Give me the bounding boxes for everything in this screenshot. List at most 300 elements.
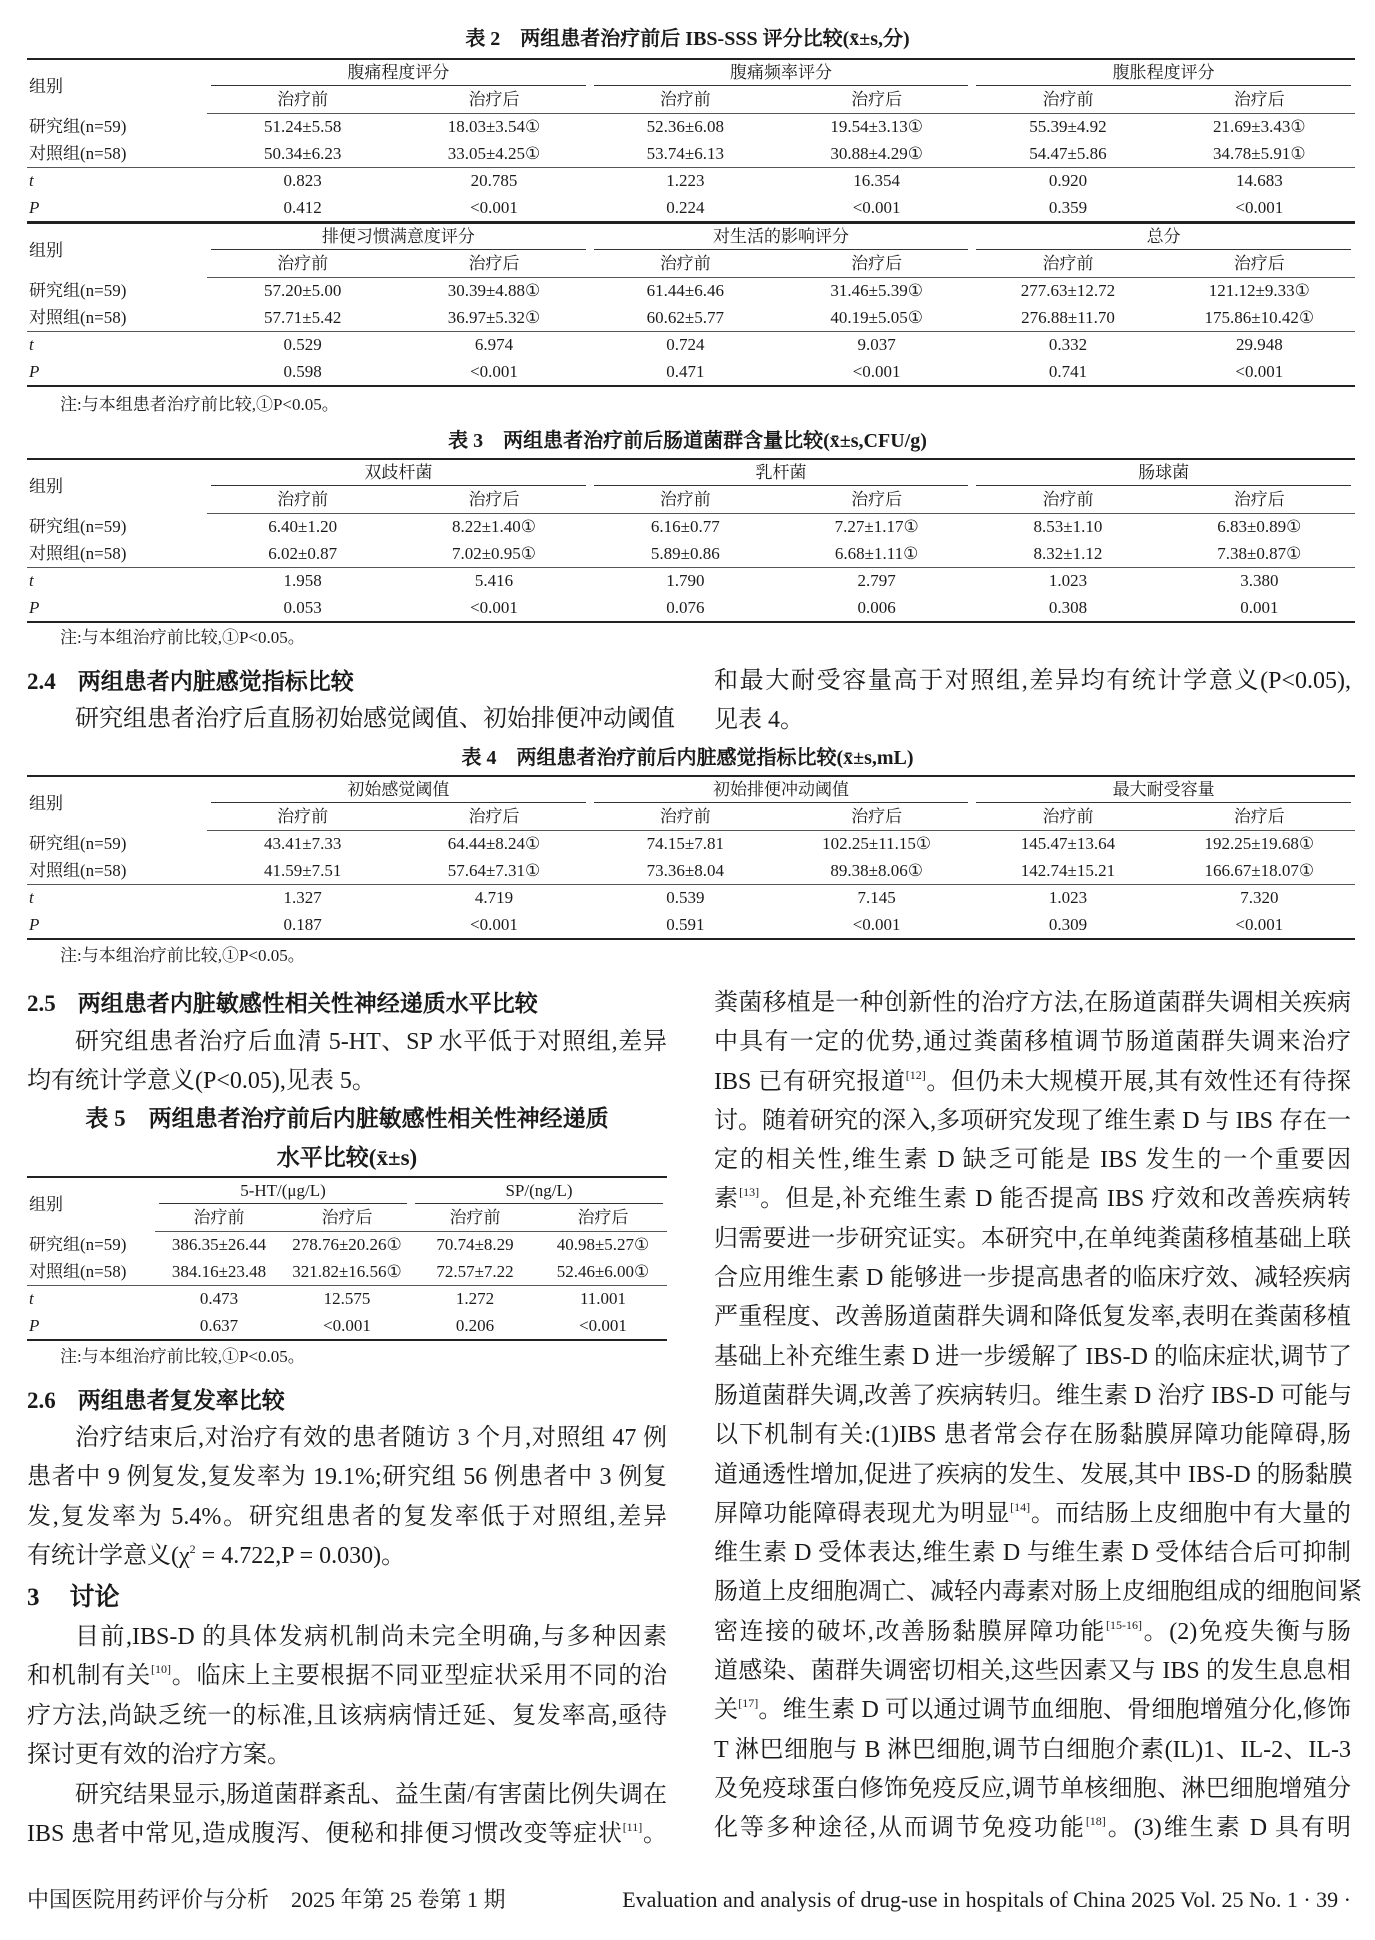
row-label: 研究组(n=59) <box>29 281 127 300</box>
table-cell: 0.006 <box>857 597 896 617</box>
table-cell: 142.74±15.21 <box>1020 860 1116 880</box>
column-subheader: 治疗前 <box>590 87 781 114</box>
row-label: 研究组(n=59) <box>29 1235 127 1254</box>
group-column-header: 组别 <box>29 1194 63 1214</box>
column-subheader: 治疗前 <box>590 804 781 831</box>
table-cell: 54.47±5.86 <box>1029 143 1107 163</box>
section-number: 2.5 <box>27 991 56 1016</box>
column-group-header <box>207 59 590 87</box>
text-line: 研究组患者治疗后血清 5-HT、SP 水平低于对照组,差异 <box>75 1029 667 1055</box>
table-cell: <0.001 <box>579 1315 627 1335</box>
table-cell: 52.36±6.08 <box>646 117 724 137</box>
table-cell: 30.88±4.29① <box>830 143 923 163</box>
column-subheader: 治疗前 <box>207 487 398 514</box>
table-cell: 1.790 <box>590 568 781 595</box>
section-2-4-heading <box>27 662 354 701</box>
column-group-header <box>590 59 973 87</box>
group-column-header: 组别 <box>29 240 63 260</box>
section-2-6-paragraph <box>27 1419 667 1576</box>
table-note: 注:与本组治疗前比较,①P<0.05。 <box>60 1347 305 1366</box>
table-cell: 6.974 <box>398 332 589 359</box>
text-line: 研究结果显示,肠道菌群紊乱、益生菌/有害菌比例失调在 <box>75 1782 667 1808</box>
table-cell: 0.471 <box>666 361 705 381</box>
table-row <box>27 1259 667 1286</box>
table-cell: <0.001 <box>1235 197 1284 217</box>
row-label: 研究组(n=59) <box>29 834 127 853</box>
table-cell: 0.224 <box>666 197 705 217</box>
table-cell: 1.223 <box>590 168 781 195</box>
column-group-header <box>590 776 973 804</box>
column-group-header <box>972 59 1355 87</box>
table-row <box>27 885 1355 912</box>
table-cell: 0.591 <box>666 914 705 934</box>
row-label: 对照组(n=58) <box>29 307 127 327</box>
table-row <box>27 1286 667 1313</box>
text-line: 探讨更有效的治疗方案。 <box>27 1741 291 1768</box>
column-group-label: 5-HT/(μg/L) <box>159 1179 407 1204</box>
table-cell: 57.64±7.31① <box>447 860 541 880</box>
table-cell: 0.724 <box>590 332 781 359</box>
text-line: 严重程度、改善肠道菌群失调和降低复发率,表明在粪菌移植 <box>714 1304 1351 1331</box>
table-cell: 6.83±0.89① <box>1217 517 1302 537</box>
data-table-block <box>27 775 1355 940</box>
row-label: t <box>27 1286 155 1313</box>
table-cell: 102.25±11.15① <box>822 834 932 854</box>
citation: [18] <box>1085 1814 1106 1829</box>
section-number: 2.4 <box>27 669 56 694</box>
text-line: 及免疫球蛋白修饰免疫反应,调节单核细胞、淋巴细胞增殖分 <box>714 1775 1351 1802</box>
column-group-label: 腹痛程度评分 <box>211 61 586 86</box>
table-cell: <0.001 <box>852 361 901 381</box>
table-cell: 5.416 <box>398 568 589 595</box>
table-cell: 43.41±7.33 <box>263 834 342 854</box>
table-cell: 0.637 <box>199 1315 239 1335</box>
text-line: 发,复发率为 5.4%。研究组患者的复发率低于对照组,差异 <box>27 1503 667 1530</box>
text-line: 肠道上皮细胞凋亡、减轻内毒素对肠上皮细胞组成的细胞间紧 <box>714 1579 1362 1606</box>
table-cell: 40.98±5.27① <box>556 1235 650 1255</box>
section-2-5-heading <box>27 984 538 1023</box>
table-cell: 0.053 <box>283 597 322 617</box>
column-subheader: 治疗前 <box>207 87 398 114</box>
table-header <box>27 459 1355 514</box>
table-cell: 51.24±5.58 <box>263 117 342 137</box>
table-header <box>27 1177 667 1232</box>
table-cell: 3.380 <box>1164 568 1355 595</box>
column-group-header <box>411 1177 667 1205</box>
table-body <box>27 831 1355 940</box>
text-line: 见表 4。 <box>714 707 804 734</box>
row-label: 对照组(n=58) <box>29 860 127 880</box>
footer-journal-cn: 中国医院用药评价与分析 2025 年第 25 卷第 1 期 <box>27 1887 506 1912</box>
table-cell: <0.001 <box>1235 361 1284 381</box>
column-subheader: 治疗前 <box>207 804 398 831</box>
text-line: 以下机制有关:(1)IBS 患者常会存在肠黏膜屏障功能障碍,肠 <box>714 1422 1351 1449</box>
section-title: 两组患者内脏敏感性相关性神经递质水平比较 <box>77 991 538 1016</box>
table-cell: 145.47±13.64 <box>1020 834 1116 854</box>
table-cell: 19.54±3.13① <box>830 117 923 137</box>
table-3-title: 表 3 两组患者治疗前后肠道菌群含量比较(x̄±s,CFU/g) <box>448 430 927 452</box>
table-cell: 0.187 <box>283 914 322 934</box>
table-cell: 14.683 <box>1164 168 1355 195</box>
section-number: 2.6 <box>27 1388 56 1413</box>
table-cell: 192.25±19.68① <box>1204 834 1315 854</box>
table-cell: 34.78±5.91① <box>1213 143 1306 163</box>
text-line: 素[13]。但是,补充维生素 D 能否提高 IBS 疗效和改善疾病转 <box>714 1185 1351 1213</box>
table-cell: 384.16±23.48 <box>171 1261 267 1281</box>
table-cell: 6.40±1.20 <box>268 517 338 537</box>
column-subheader: 治疗前 <box>972 804 1163 831</box>
discussion-paragraph-2 <box>27 1776 667 1855</box>
table-cell: 7.02±0.95① <box>451 543 537 563</box>
group-header-row <box>27 776 1355 804</box>
section-2-4-paragraph-right <box>714 662 1351 741</box>
table-cell: <0.001 <box>852 197 901 217</box>
column-subheader: 治疗后 <box>781 804 972 831</box>
table-cell: 7.27±1.17① <box>834 517 919 537</box>
data-table-block <box>27 1176 667 1341</box>
group-column-header: 组别 <box>29 76 63 96</box>
table-cell: 1.023 <box>972 568 1163 595</box>
table-cell: <0.001 <box>323 1315 371 1335</box>
citation: [10] <box>151 1662 171 1677</box>
table-cell: 30.39±4.88① <box>447 281 541 301</box>
table-cell: 36.97±5.32① <box>447 307 541 327</box>
table-2-title: 表 2 两组患者治疗前后 IBS-SSS 评分比较(x̄±s,分) <box>465 28 910 50</box>
row-label: 对照组(n=58) <box>29 543 127 563</box>
table-row <box>27 278 1355 305</box>
table-cell: <0.001 <box>470 361 518 381</box>
table-cell: 175.86±10.42① <box>1204 307 1315 327</box>
table-header <box>27 776 1355 831</box>
text-line: 研究组患者治疗后直肠初始感觉阈值、初始排便冲动阈值 <box>75 706 675 732</box>
table-cell: 0.359 <box>1048 197 1088 217</box>
section-title: 两组患者复发率比较 <box>77 1388 285 1413</box>
text-line: 定的相关性,维生素 D 缺乏可能是 IBS 发生的一个重要因 <box>714 1147 1351 1174</box>
column-subheader: 治疗后 <box>539 1205 667 1232</box>
table-cell: 121.12±9.33① <box>1208 281 1310 301</box>
text-line: 目前,IBS-D 的具体发病机制尚未完全明确,与多种因素 <box>75 1624 667 1650</box>
table-row <box>27 332 1355 359</box>
table-cell: 386.35±26.44 <box>171 1235 267 1255</box>
table-cell: 6.16±0.77 <box>650 517 720 537</box>
text-line: 道感染、菌群失调密切相关,这些因素又与 IBS 的发生息息相 <box>714 1658 1351 1685</box>
text-line: 中具有一定的优势,通过粪菌移植调节肠道菌群失调来治疗 <box>714 1029 1351 1056</box>
row-label: 对照组(n=58) <box>29 1261 127 1281</box>
column-group-label: 腹痛频率评分 <box>594 61 969 86</box>
table-cell: 7.145 <box>781 885 972 912</box>
column-group-label: 肠球菌 <box>976 461 1351 486</box>
column-subheader: 治疗后 <box>398 251 589 278</box>
text-line: 讨。随着研究的深入,多项研究发现了维生素 D 与 IBS 存在一 <box>714 1107 1351 1134</box>
table-row <box>27 858 1355 885</box>
column-group-header <box>590 459 973 487</box>
table-row <box>27 541 1355 568</box>
table-note: 注:与本组治疗前比较,①P<0.05。 <box>60 946 305 965</box>
column-group-label: 初始排便冲动阈值 <box>594 778 969 803</box>
data-table-block <box>27 458 1355 623</box>
table-cell: 277.63±12.72 <box>1020 281 1116 301</box>
section-2-6-heading <box>27 1381 285 1420</box>
table-cell: 321.82±16.56① <box>292 1261 402 1281</box>
column-group-label: 乳杆菌 <box>594 461 969 486</box>
table-body <box>27 114 1355 223</box>
table-4-title: 表 4 两组患者治疗前后内脏感觉指标比较(x̄±s,mL) <box>461 747 914 769</box>
text-line: 有统计学意义$(\chi^2 = 4.722,P = 0.030)$。 <box>27 1541 406 1569</box>
column-subheader: 治疗前 <box>972 251 1163 278</box>
row-label: 研究组(n=59) <box>29 117 127 136</box>
text-line: 患者中 9 例复发,复发率为 19.1%;研究组 56 例患者中 3 例复 <box>27 1464 667 1491</box>
group-header-row <box>27 223 1355 251</box>
table-cell: 0.309 <box>1048 914 1088 934</box>
table-row <box>27 359 1355 387</box>
table-cell: 50.34±6.23 <box>263 143 342 163</box>
table-row <box>27 141 1355 168</box>
table-cell: 0.529 <box>207 332 398 359</box>
row-label: P <box>29 361 40 381</box>
table-cell: 8.53±1.10 <box>1033 517 1103 537</box>
group-header-row <box>27 59 1355 87</box>
table-cell: <0.001 <box>852 914 901 934</box>
table-row <box>27 1313 667 1341</box>
table-cell: 0.332 <box>972 332 1163 359</box>
table-cell: 33.05±4.25① <box>447 143 541 163</box>
text-line: 和最大耐受容量高于对照组,差异均有统计学意义(P<0.05), <box>714 668 1351 694</box>
column-group-label: 最大耐受容量 <box>976 778 1351 803</box>
table-note: 注:与本组治疗前比较,①P<0.05。 <box>60 628 305 647</box>
table-cell: 12.575 <box>283 1286 411 1313</box>
table-cell: 0.539 <box>590 885 781 912</box>
row-label: t <box>27 332 207 359</box>
text-line: 基础上补充维生素 D 进一步缓解了 IBS-D 的临床症状,调节了 <box>714 1343 1353 1370</box>
table-cell: <0.001 <box>470 597 518 617</box>
text-line: 粪菌移植是一种创新性的治疗方法,在肠道菌群失调相关疾病 <box>714 990 1351 1016</box>
table-body <box>27 278 1355 387</box>
text-line: IBS 患者中常见,造成腹泻、便秘和排便习惯改变等症状[11]。 <box>27 1820 667 1848</box>
column-group-label: 初始感觉阈值 <box>211 778 586 803</box>
table-cell: 1.272 <box>411 1286 539 1313</box>
table-cell: 57.20±5.00 <box>263 281 342 301</box>
row-label: t <box>27 885 207 912</box>
table-cell: 2.797 <box>781 568 972 595</box>
table-cell: 9.037 <box>781 332 972 359</box>
table-cell: 8.22±1.40① <box>451 517 537 537</box>
table-cell: <0.001 <box>470 914 518 934</box>
text-line: 化等多种途径,从而调节免疫功能[18]。(3)维生素 D 具有明 <box>714 1814 1351 1842</box>
table-header <box>27 223 1355 278</box>
table-cell: 4.719 <box>398 885 589 912</box>
table-cell: 0.473 <box>155 1286 283 1313</box>
table-cell: 57.71±5.42 <box>263 307 342 327</box>
row-label: t <box>27 568 207 595</box>
citation: [15-16] <box>1106 1617 1143 1632</box>
column-group-header <box>155 1177 411 1205</box>
table-row <box>27 568 1355 595</box>
table-cell: 72.57±7.22 <box>436 1261 514 1281</box>
table-cell: 29.948 <box>1164 332 1355 359</box>
table-cell: 0.206 <box>455 1315 495 1335</box>
table-cell: 1.958 <box>207 568 398 595</box>
section-title: 讨论 <box>69 1584 120 1611</box>
table-cell: 61.44±6.46 <box>646 281 724 301</box>
column-group-header <box>207 459 590 487</box>
group-column-header: 组别 <box>29 476 63 496</box>
table-cell: 1.023 <box>972 885 1163 912</box>
row-label: 对照组(n=58) <box>29 143 127 163</box>
group-column-header: 组别 <box>29 793 63 813</box>
text-line: 道通透性增加,促进了疾病的发生、发展,其中 IBS-D 的肠黏膜 <box>714 1461 1353 1488</box>
citation: [17] <box>738 1696 759 1711</box>
table-row <box>27 195 1355 223</box>
column-subheader: 治疗后 <box>781 487 972 514</box>
table-row <box>27 514 1355 541</box>
table-cell: 70.74±8.29 <box>436 1235 514 1255</box>
table-cell: 278.76±20.26① <box>292 1235 402 1255</box>
table-cell: 0.920 <box>972 168 1163 195</box>
text-line: T 淋巴细胞与 B 淋巴细胞,调节白细胞介素(IL)1、IL-2、IL-3 <box>714 1736 1351 1763</box>
column-subheader: 治疗前 <box>207 251 398 278</box>
table-body <box>27 514 1355 623</box>
table-cell: 1.327 <box>207 885 398 912</box>
citation: [14] <box>1010 1499 1031 1514</box>
column-subheader: 治疗后 <box>283 1205 411 1232</box>
column-group-header <box>972 776 1355 804</box>
table-cell: 53.74±6.13 <box>646 143 724 163</box>
column-group-label: 对生活的影响评分 <box>594 225 969 250</box>
column-group-header <box>207 776 590 804</box>
data-table-block <box>27 58 1355 223</box>
column-group-header <box>207 223 590 251</box>
column-subheader: 治疗前 <box>590 487 781 514</box>
table-cell: 52.46±6.00① <box>556 1261 650 1281</box>
table-cell: 0.001 <box>1240 597 1279 617</box>
table-cell: 7.320 <box>1164 885 1355 912</box>
column-subheader: 治疗后 <box>398 87 589 114</box>
table-row <box>27 595 1355 623</box>
column-group-header <box>590 223 973 251</box>
discussion-paragraph-continued <box>714 984 1362 1849</box>
table-row <box>27 831 1355 858</box>
column-group-label: 排便习惯满意度评分 <box>211 225 586 250</box>
column-subheader: 治疗后 <box>1164 804 1355 831</box>
column-group-header <box>972 459 1355 487</box>
table-cell: 21.69±3.43① <box>1213 117 1306 137</box>
table-cell: 89.38±8.06① <box>830 860 923 880</box>
text-line: 均有统计学意义(P<0.05),见表 5。 <box>27 1068 376 1095</box>
column-group-label: 双歧杆菌 <box>211 461 586 486</box>
row-label: P <box>29 197 40 217</box>
text-line: 归需要进一步研究证实。本研究中,在单纯粪菌移植基础上联 <box>714 1225 1351 1252</box>
column-subheader: 治疗前 <box>590 251 781 278</box>
group-header-row <box>27 1177 667 1205</box>
table-cell: 11.001 <box>539 1286 667 1313</box>
table-row <box>27 305 1355 332</box>
table-cell: 276.88±11.70 <box>1021 307 1115 327</box>
row-label: P <box>29 1315 40 1335</box>
text-line: 和机制有关[10]。临床上主要根据不同亚型症状采用不同的治 <box>27 1662 667 1690</box>
table-cell: 0.308 <box>1048 597 1088 617</box>
subheader-row <box>27 87 1355 114</box>
table-cell: 31.46±5.39① <box>830 281 923 301</box>
table-cell: 74.15±7.81 <box>646 834 724 854</box>
column-subheader: 治疗后 <box>398 487 589 514</box>
column-subheader: 治疗后 <box>398 804 589 831</box>
text-line: 治疗结束后,对治疗有效的患者随访 3 个月,对照组 47 例 <box>75 1425 667 1451</box>
table-cell: 0.598 <box>283 361 322 381</box>
column-subheader: 治疗后 <box>1164 87 1355 114</box>
table-row <box>27 1232 667 1259</box>
table-cell: 0.823 <box>207 168 398 195</box>
table-5-title-line-1: 表 5 两组患者治疗前后内脏敏感性相关性神经递质 <box>85 1106 609 1131</box>
row-label: P <box>29 597 40 617</box>
table-cell: 60.62±5.77 <box>646 307 724 327</box>
table-cell: 55.39±4.92 <box>1029 117 1107 137</box>
data-table-block <box>27 222 1355 387</box>
column-group-label: 腹胀程度评分 <box>976 61 1351 86</box>
text-line: 疗方法,尚缺乏统一的标准,且该病病情迁延、复发率高,亟待 <box>27 1702 667 1729</box>
table-cell: 7.38±0.87① <box>1217 543 1302 563</box>
table-note: 注:与本组患者治疗前比较,①P<0.05。 <box>60 395 339 414</box>
text-line: IBS 已有研究报道[12]。但仍未大规模开展,其有效性还有待探 <box>714 1067 1351 1095</box>
table-cell: 20.785 <box>398 168 589 195</box>
column-subheader: 治疗后 <box>1164 251 1355 278</box>
table-cell: <0.001 <box>470 197 518 217</box>
table-cell: 8.32±1.12 <box>1033 543 1103 563</box>
table-cell: 5.89±0.86 <box>650 543 720 563</box>
table-cell: 41.59±7.51 <box>263 860 342 880</box>
table-cell: 73.36±8.04 <box>646 860 724 880</box>
subheader-row <box>27 804 1355 831</box>
text-line: 关[17]。维生素 D 可以通过调节血细胞、骨细胞增殖分化,修饰 <box>714 1696 1351 1724</box>
text-line: 屏障功能障碍表现尤为明显[14]。而结肠上皮细胞中有大量的 <box>714 1499 1352 1527</box>
citation: 2 <box>189 1541 196 1556</box>
table-cell: 16.354 <box>781 168 972 195</box>
column-subheader: 治疗后 <box>1164 487 1355 514</box>
section-3-heading <box>27 1578 120 1617</box>
table-5-title <box>27 1099 667 1177</box>
table-cell: <0.001 <box>1235 914 1284 934</box>
citation: [12] <box>905 1067 926 1082</box>
section-title: 两组患者内脏感觉指标比较 <box>77 669 354 694</box>
table-body <box>27 1232 667 1341</box>
column-subheader: 治疗前 <box>411 1205 539 1232</box>
section-number: 3 <box>27 1584 40 1611</box>
table-row <box>27 114 1355 141</box>
table-cell: 18.03±3.54① <box>447 117 541 137</box>
table-cell: 6.68±1.11① <box>834 543 919 563</box>
text-line: 密连接的破坏,改善肠黏膜屏障功能[15-16]。(2)免疫失衡与肠 <box>714 1617 1352 1645</box>
text-line: 肠道菌群失调,改善了疾病转归。维生素 D 治疗 IBS-D 可能与 <box>714 1382 1353 1409</box>
subheader-row <box>27 251 1355 278</box>
column-group-label: SP/(ng/L) <box>415 1179 663 1204</box>
section-2-4-paragraph-left <box>27 700 675 739</box>
column-group-label: 总分 <box>976 225 1351 250</box>
row-label: 研究组(n=59) <box>29 517 127 536</box>
column-group-header <box>972 223 1355 251</box>
table-header <box>27 59 1355 114</box>
table-cell: 0.741 <box>1048 361 1088 381</box>
discussion-paragraph-1 <box>27 1618 667 1775</box>
citation: [13] <box>739 1185 760 1200</box>
table-cell: 64.44±8.24① <box>447 834 541 854</box>
text-line: 合应用维生素 D 能够进一步提高患者的临床疗效、减轻疾病 <box>714 1265 1351 1292</box>
table-cell: 0.076 <box>666 597 705 617</box>
subheader-row <box>27 487 1355 514</box>
column-subheader: 治疗后 <box>781 251 972 278</box>
group-header-row <box>27 459 1355 487</box>
table-cell: 40.19±5.05① <box>830 307 923 327</box>
section-2-5-paragraph <box>27 1023 667 1102</box>
row-label: t <box>27 168 207 195</box>
